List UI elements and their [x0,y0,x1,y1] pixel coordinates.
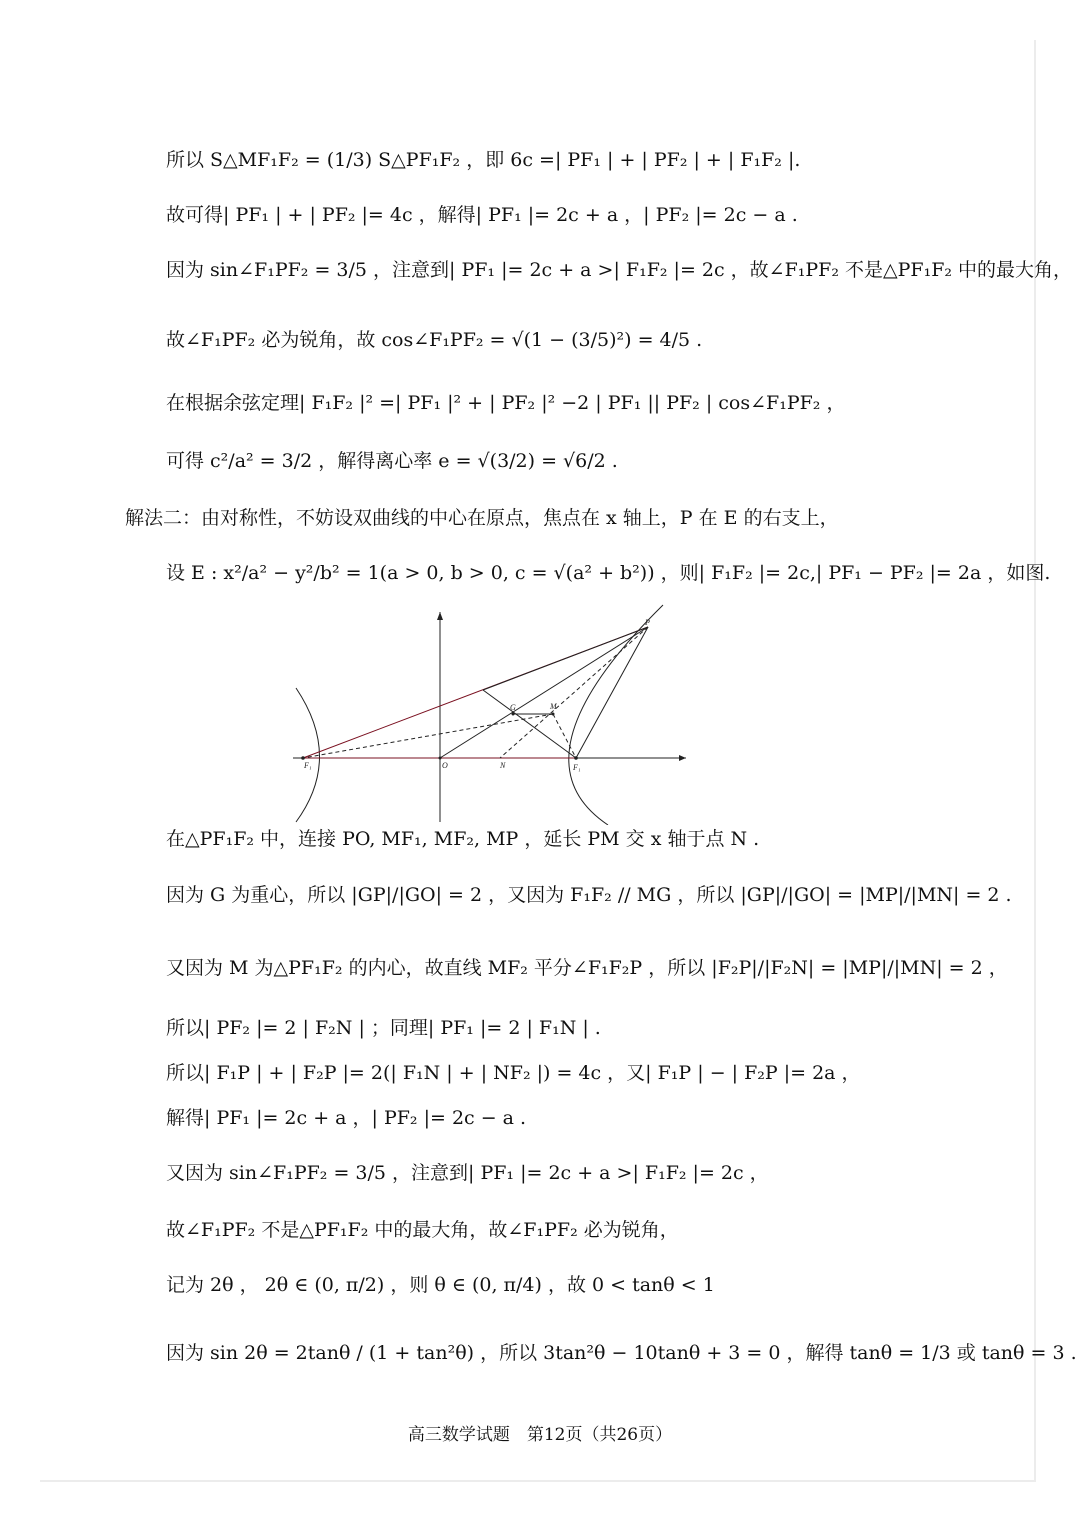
point-F1 [301,756,305,760]
hyperbola-diagram [288,600,688,825]
x-axis-arrow [679,755,686,761]
point-G [512,713,515,716]
page-bottom-edge [40,1480,1036,1482]
diagram-svg [288,600,688,825]
text-line-3: 因为 sin∠F₁PF₂ = 3/5 ，注意到| PF₁ |= 2c + a >| F₁F₂ |= 2c ，故∠F₁PF₂ 不是△PF₁F₂ 中的最大角， [166,259,1073,281]
label-F1: F₁ [304,761,312,770]
label-O: O [442,761,448,770]
text-line-13: 所以| F₁P | + | F₂P |= 2(| F₁N | + | NF₂ |) = 4c ，又| F₁P | − | F₂P |= 2a ， [166,1062,861,1084]
segment-PF2 [576,627,648,758]
segment-PN [500,627,648,758]
label-N: N [500,761,506,770]
text-line-18: 因为 sin 2θ = 2tanθ / (1 + tan²θ) ，所以 3tan²θ − 10tanθ + 3 = 0 ，解得 tanθ = 1/3 或 tanθ = 3 . [166,1342,1077,1364]
text-line-6: 可得 c²/a² = 3/2 ，解得离心率 e = √(3/2) = √6/2 . [166,450,618,472]
hyperbola-left-branch [296,688,320,822]
text-line-1: 所以 S△MF₁F₂ = (1/3) S△PF₁F₂ ，即 6c =| PF₁ | + | PF₂ | + | F₁F₂ |. [166,149,801,171]
point-F2 [574,756,578,760]
point-M [552,713,555,716]
text-line-17: 记为 2θ ， 2θ ∈ (0, π/2) ，则 θ ∈ (0, π/4) ，故 0 < tanθ < 1 [166,1274,715,1296]
page-edge [1034,40,1036,1480]
hyperbola-right-branch [569,605,663,825]
segment-MF2 [553,714,576,758]
text-line-15: 又因为 sin∠F₁PF₂ = 3/5 ，注意到| PF₁ |= 2c + a >| F₁F₂ |= 2c ， [166,1162,769,1184]
text-line-14: 解得| PF₁ |= 2c + a ，| PF₂ |= 2c − a . [166,1107,527,1129]
text-line-8: 设 E : x²/a² − y²/b² = 1(a > 0, b > 0, c = √(a² + b²)) ，则| F₁F₂ |= 2c,| PF₁ − PF₂ |= 2a ，如图. [166,562,1051,584]
text-line-4: 故∠F₁PF₂ 必为锐角，故 cos∠F₁PF₂ = √(1 − (3/5)²) = 4/5 . [166,329,703,351]
label-F2: F₁ [573,763,581,772]
label-G: G [510,703,516,712]
point-O [439,757,442,760]
text-line-10: 因为 G 为重心，所以 |GP|/|GO| = 2 ，又因为 F₁F₂ // MG ，所以 |GP|/|GO| = |MP|/|MN| = 2 . [166,884,1012,906]
text-line-11: 又因为 M 为△PF₁F₂ 的内心，故直线 MF₂ 平分∠F₁F₂P ，所以 |F₂P|/|F₂N| = |MP|/|MN| = 2 ， [166,957,1008,979]
text-line-9: 在△PF₁F₂ 中，连接 PO, MF₁, MF₂, MP ，延长 PM 交 x 轴于点 N . [166,828,760,850]
segment-P-to-left [483,627,648,690]
text-line-2: 故可得| PF₁ | + | PF₂ |= 4c ，解得| PF₁ |= 2c + a ，| PF₂ |= 2c − a . [166,204,798,226]
label-P: P [645,618,650,627]
page-footer: 高三数学试题 第12页（共26页） [407,1425,673,1445]
label-M: M [550,702,557,711]
segment-MF1 [303,714,553,758]
text-line-16: 故∠F₁PF₂ 不是△PF₁F₂ 中的最大角，故∠F₁PF₂ 必为锐角， [166,1219,679,1241]
text-line-12: 所以| PF₂ |= 2 | F₂N | ；同理| PF₁ |= 2 | F₁N | . [166,1017,601,1039]
segment-PO [440,627,648,758]
y-axis-arrow [437,612,443,620]
text-line-7: 解法二：由对称性，不妨设双曲线的中心在原点，焦点在 x 轴上，P 在 E 的右支上， [125,507,839,529]
text-line-5: 在根据余弦定理| F₁F₂ |² =| PF₁ |² + | PF₂ |² −2 | PF₁ || PF₂ | cos∠F₁PF₂ ， [166,392,846,414]
